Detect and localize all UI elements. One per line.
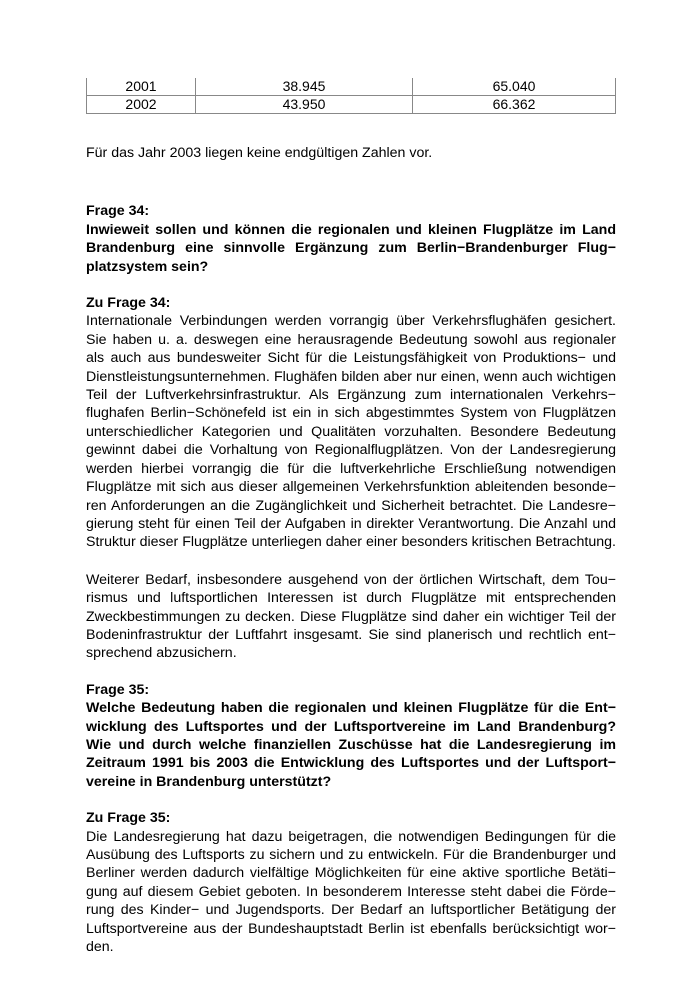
question-35-label: Frage 35: (86, 681, 150, 698)
question-34-label: Frage 34: (86, 203, 150, 220)
note-text: Für das Jahr 2003 liegen keine endgültigen Zahlen vor. (86, 145, 433, 161)
question-34-text: Inwieweit sollen und können die regionalen und kleinen Flugplätze im Land Brandenburg eine sinnvolle Ergänzung zum Berlin−Brandenburger Flug− platzsystem sein? (86, 221, 616, 275)
table-cell: 65.040 (413, 78, 616, 96)
statistics-table (86, 78, 616, 114)
table-cell: 66.362 (413, 96, 616, 114)
document-page (86, 78, 616, 956)
table-row (87, 96, 616, 114)
table-cell: 2002 (87, 96, 196, 114)
answer-35-label: Zu Frage 35: (86, 810, 171, 827)
question-35-text: Welche Bedeutung haben die regionalen und kleinen Flugplätze für die Ent− wicklung des Luftsportes und der Luftsportvereine im Land Brandenburg? Wie und durch welche finanziellen Zuschüsse hat die Landesregierung im Zeitraum 1991 bis 2003 die Entwicklung des Luftsportes und der Luftsport− vereine in Brandenburg unterstützt? (86, 700, 616, 790)
answer-35-paragraph: Die Landesregierung hat dazu beigetragen, die notwendigen Bedingungen für die Ausübung des Luftsports zu sichern und zu entwickeln. Für die Brandenburger und Berliner werden dadurch vielfältige Möglichkeiten für eine aktive sportliche Betäti− gung auf diesem Gebiet geboten. In besonderem Interesse steht dabei die Förde− rung des Kinder− und Jugendsports. Der Bedarf an luftsportlicher Betätigung der Luftsportvereine aus der Bundeshauptstadt Berlin ist ebenfalls berücksichtigt wor− den. (86, 828, 616, 956)
answer-34-paragraph-1: Internationale Verbindungen werden vorrangig über Verkehrsflughäfen gesichert. Sie haben u. a. deswegen eine herausragende Bedeutung sowohl aus regionaler als auch aus bundesweiter Sicht für die Leistungsfähigkeit von Produktions− und Dienstleistungsunternehmen. Flughäfen bilden aber nur einen, wenn auch wichtigen Teil der Luftverkehrsinfrastruktur. Als Ergänzung zum internationalen Verkehrs− flughafen Berlin−Schönefeld ist ein in sich abgestimmtes System von Flugplätzen unterschiedlicher Kategorien und Qualitäten vorzuhalten. Besondere Bedeutung gewinnt dabei die Vorhaltung von Regionalflugplätzen. Von der Landesregierung werden hierbei vorrangig die für die luftverkehrliche Erschließung notwendigen Flugplätze mit sich aus dieser allgemeinen Verkehrsfunktion ableitenden besonde− ren Anforderungen an die Zugänglichkeit und Sicherheit betrachtet. Die Landesre− gierung steht für einen Teil der Aufgaben in direkter Verantwortung. Die Anzahl und Struktur dieser Flugplätze unterliegen daher einer besonders kritischen Betrachtung. (86, 313, 616, 551)
answer-34-label: Zu Frage 34: (86, 295, 171, 312)
answer-34-paragraph-2: Weiterer Bedarf, insbesondere ausgehend von der örtlichen Wirtschaft, dem Tou− rismus und luftsportlichen Interessen ist durch Flugplätze mit entsprechenden Zweckbestimmungen zu decken. Diese Flugplätze sind daher ein wichtiger Teil der Bodeninfrastruktur der Luftfahrt insgesamt. Sie sind planerisch und rechtlich ent− sprechend abzusichern. (86, 571, 616, 662)
table-cell: 2001 (87, 78, 196, 96)
table-cell: 38.945 (196, 78, 413, 96)
table-row (87, 78, 616, 96)
table-cell: 43.950 (196, 96, 413, 114)
